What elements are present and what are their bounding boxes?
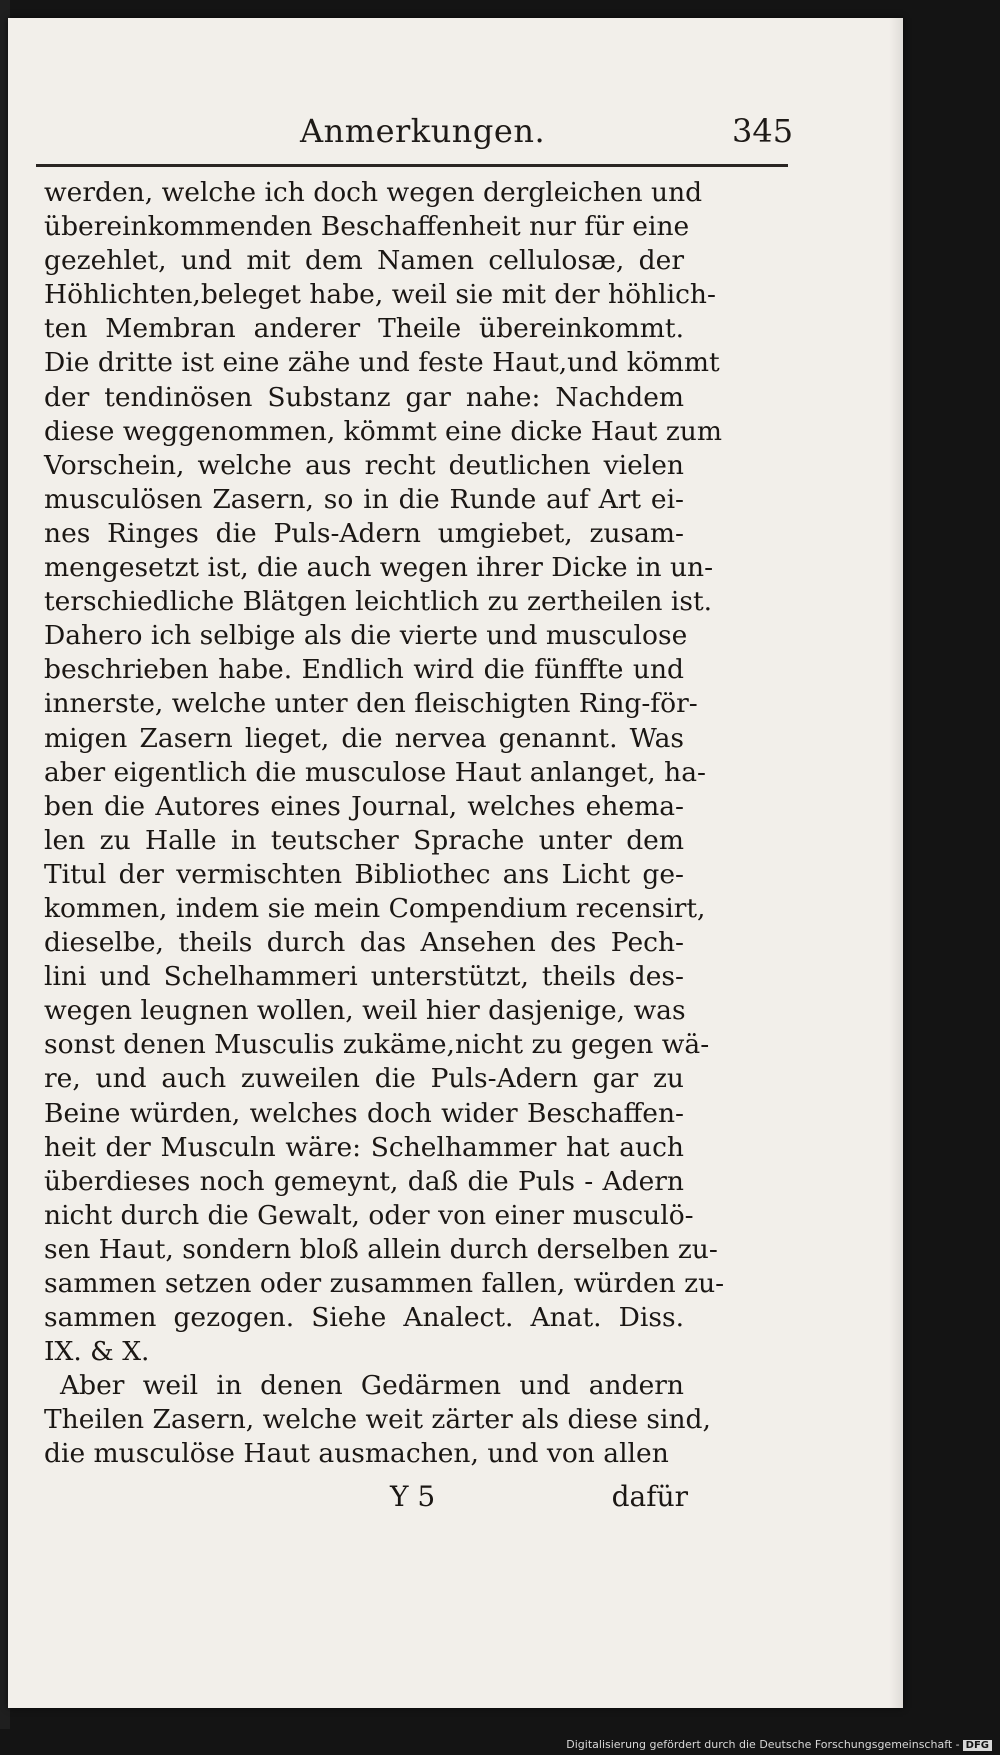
digitization-credit [566,1738,992,1751]
text-line: nes Ringes die Puls-Adern umgiebet, zusam- [44,517,684,549]
text-line: die musculöse Haut ausmachen, und von allen [44,1438,669,1470]
page-number: 345 [732,112,794,150]
text-line: werden, welche ich doch wegen dergleichen und [44,177,703,208]
text-line: Höhlichten,beleget habe, weil sie mit der höhlich- [44,279,716,311]
text-line: terschiedliche Blätgen leichtlich zu zertheilen ist. [44,586,713,618]
text-line: diese weggenommen, kömmt eine dicke Haut zum [44,415,723,447]
book-page [8,18,903,1708]
text-line: gezehlet, und mit dem Namen cellulosæ, der [44,245,684,277]
text-line: Die dritte ist eine zähe und feste Haut,und kömmt [44,347,720,379]
text-line: der tendinösen Substanz gar nahe: Nachdem [44,381,684,413]
text-line: innerste, welche unter den fleischigten Ring-för- [44,688,698,720]
text-line: wegen leugnen wollen, weil hier dasjenige, was [44,995,686,1027]
page-gutter-shadow [889,18,903,1708]
text-line: sonst denen Musculis zukäme,nicht zu gegen wä- [44,1029,710,1061]
text-line: Dahero ich selbige als die vierte und musculose [44,620,688,652]
text-line: aber eigentlich die musculose Haut anlanget, ha- [44,756,706,788]
header-rule [36,164,788,167]
text-line: ben die Autores eines Journal, welches ehema- [44,790,684,822]
text-line: mengesetzt ist, die auch wegen ihrer Dicke in un- [44,552,714,584]
running-head [8,112,794,160]
text-line: sen Haut, sondern bloß allein durch derselben zu- [44,1233,718,1265]
body-text [44,176,725,1472]
text-line: heit der Musculn wäre: Schelhammer hat auch [44,1131,684,1163]
text-line: nicht durch die Gewalt, oder von einer musculö- [44,1199,694,1231]
text-line: Theilen Zasern, welche weit zärter als diese sind, [44,1404,711,1436]
text-line: Titul der vermischten Bibliothec ans Licht ge- [44,858,684,890]
text-line: re, und auch zuweilen die Puls-Adern gar zu [44,1063,684,1095]
text-line: Vorschein, welche aus recht deutlichen vielen [44,449,684,481]
signature-mark: Y 5 [390,1480,436,1513]
text-line: überdieses noch gemeynt, daß die Puls - Adern [44,1165,684,1197]
page-footer [44,1480,688,1520]
credit-bar [0,1729,1000,1755]
text-line: beschrieben habe. Endlich wird die fünffte und [44,654,684,686]
text-line: len zu Halle in teutscher Sprache unter dem [44,824,684,856]
text-line: übereinkommenden Beschaffenheit nur für eine [44,211,690,243]
text-line: dieselbe, theils durch das Ansehen des Pech- [44,927,684,959]
text-line: kommen, indem sie mein Compendium recensirt, [44,892,706,924]
credit-text: Digitalisierung gefördert durch die Deutsche Forschungsgemeinschaft - [566,1738,960,1751]
text-line: ten Membran anderer Theile übereinkommt. [44,313,684,345]
running-head-title: Anmerkungen. [300,112,546,150]
text-line: lini und Schelhammeri unterstützt, theils des- [44,961,684,993]
text-line: Beine würden, welches doch wider Beschaffen- [44,1097,684,1129]
text-line: Aber weil in denen Gedärmen und andern [60,1370,684,1402]
catchword: dafür [611,1480,688,1513]
text-line: musculösen Zasern, so in die Runde auf Art ei- [44,483,684,515]
dfg-logo: DFG [963,1740,992,1751]
text-line: migen Zasern lieget, die nervea genannt. Was [44,722,684,754]
text-line: IX. & X. [44,1336,150,1368]
text-line: sammen setzen oder zusammen fallen, würden zu- [44,1268,725,1299]
text-line: sammen gezogen. Siehe Analect. Anat. Diss. [44,1302,684,1334]
